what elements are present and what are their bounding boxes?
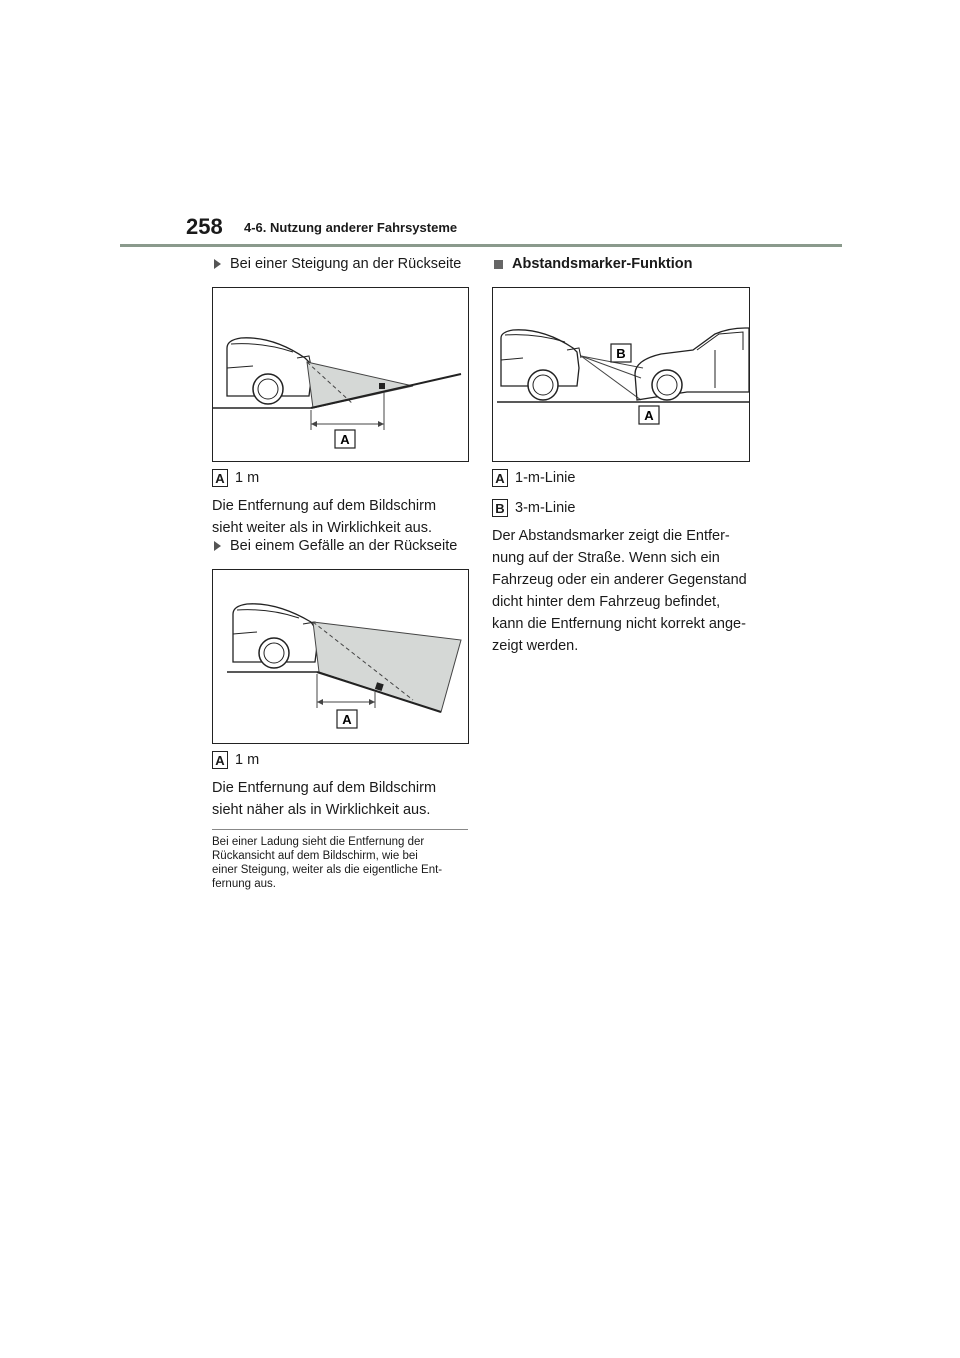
header-divider [120,244,842,247]
square-bullet-icon [494,260,503,269]
paragraph-line: dicht hinter dem Fahrzeug befindet, [492,594,721,610]
paragraph-line: kann die Entfernung nicht korrekt ange- [492,616,746,632]
legend-badge: A [492,469,508,487]
legend-text: 1 m [235,752,260,768]
paragraph-line: zeigt werden. [492,638,579,654]
legend-b [492,499,575,517]
figure-decline-label-a: A [342,712,352,727]
figure-decline [212,569,469,744]
heading-distance-marker-text: Abstandsmarker-Funktion [512,256,693,272]
paragraph-decline [212,777,436,821]
heading-incline [214,256,461,272]
paragraph-distance-marker [492,525,747,657]
legend-decline [212,751,259,769]
paragraph-line: Fahrzeug oder ein anderer Gegenstand [492,572,747,588]
legend-text: 3-m-Linie [515,500,576,516]
figure-distance-marker [492,287,750,462]
note-line: Rückansicht auf dem Bildschirm, wie bei [212,850,418,862]
legend-badge: A [212,469,228,487]
note [212,835,442,891]
page-number: 258 [186,214,223,239]
note-line: einer Steigung, weiter als die eigentliche Ent- [212,864,443,876]
paragraph-line: sieht weiter als in Wirklichkeit aus. [212,520,432,536]
figure-distance-label-a: A [644,408,654,423]
legend-badge: B [492,499,508,517]
figure-incline [212,287,469,462]
paragraph-line: Die Entfernung auf dem Bildschirm [212,498,437,514]
heading-decline [214,538,457,554]
section-title: 4-6. Nutzung anderer Fahrsysteme [244,220,458,235]
triangle-bullet-icon [214,259,221,269]
paragraph-line: sieht näher als in Wirklichkeit aus. [212,802,431,818]
note-line: Bei einer Ladung sieht die Entfernung der [212,836,425,848]
legend-text: 1 m [235,470,260,486]
triangle-bullet-icon [214,541,221,551]
legend-a [492,469,575,487]
paragraph-line: Die Entfernung auf dem Bildschirm [212,780,437,796]
legend-text: 1-m-Linie [515,470,576,486]
note-divider [212,829,468,830]
legend-badge: A [212,751,228,769]
heading-decline-text: Bei einem Gefälle an der Rückseite [230,538,458,554]
figure-distance-label-b: B [616,346,626,361]
figure-incline-label-a: A [340,432,350,447]
legend-incline [212,469,259,487]
heading-distance-marker [494,256,692,272]
paragraph-incline [212,495,436,539]
heading-incline-text: Bei einer Steigung an der Rückseite [230,256,462,272]
paragraph-line: Der Abstandsmarker zeigt die Entfer- [492,528,730,544]
paragraph-line: nung auf der Straße. Wenn sich ein [492,550,720,566]
note-line: fernung aus. [212,878,276,890]
